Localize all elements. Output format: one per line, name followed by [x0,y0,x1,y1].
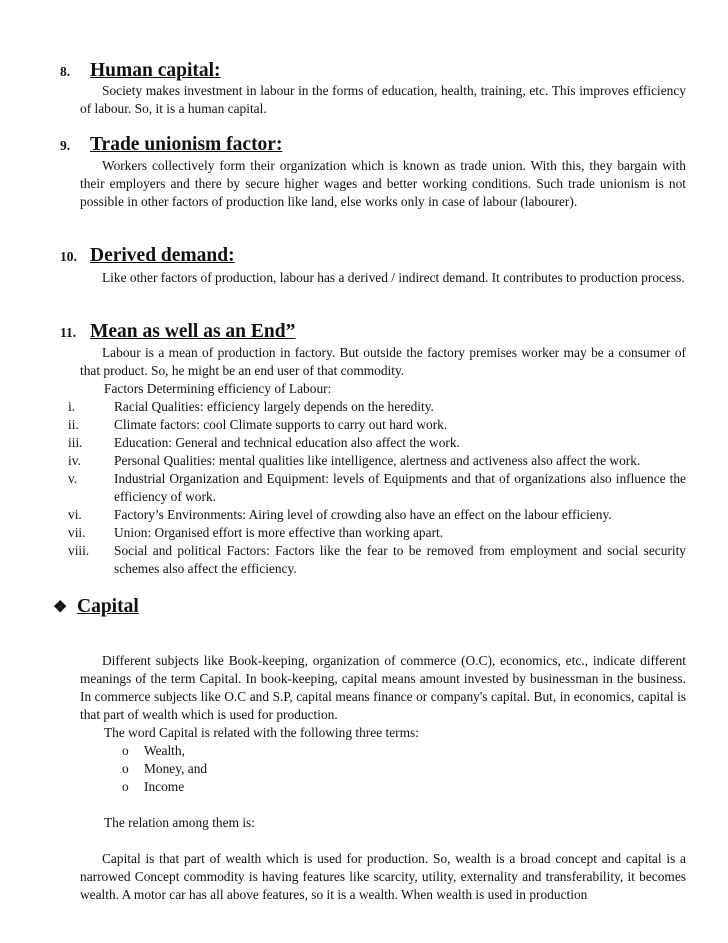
circle-bullet-icon: o [122,779,129,794]
list-item [122,742,185,760]
section-body-trade-unionism: Workers collectively form their organization which is known as trade union. With this, they bargain with their employers and there by secure higher wages and better working conditions. Such trade unionism is not possible in other factors of production like land, else works only in case of labour (labourer). [80,158,686,209]
list-numeral: iii. [68,435,83,450]
capital-paragraph-2: Capital is that part of wealth which is used for production. So, wealth is a broad concept and capital is a narrowed Concept commodity is having features like scarcity, utility, externality and transferability, it becomes wealth. A motor car has all above features, so it is a wealth. When wealth is used in production [80,851,686,902]
list-item [122,760,207,778]
section-heading-derived-demand [60,245,235,267]
section-number: 10. [60,249,77,264]
section-heading-mean-end [60,321,295,343]
section-title: Mean as well as an End” [90,321,296,342]
section-number: 9. [60,138,71,153]
capital-title: Capital [77,596,139,617]
section-heading-trade-unionism [60,134,282,156]
term-text: Money, and [144,761,208,776]
section-title: Human capital: [90,60,221,81]
section-body-human-capital: Society makes investment in labour in the forms of education, health, training, etc. This improves efficiency of labour. So, it is a human capital. [80,83,686,116]
list-text: Union: Organised effort is more effective than working apart. [114,525,444,540]
circle-bullet-icon: o [122,761,129,776]
list-text: Industrial Organization and Equipment: levels of Equipments and that of organizations also influence the efficiency of work. [114,471,686,504]
factors-heading: Factors Determining efficiency of Labour: [104,381,332,396]
list-text: Climate factors: cool Climate supports to carry out hard work. [114,417,448,432]
list-text: Personal Qualities: mental qualities like intelligence, alertness and activeness also affect the work. [114,453,641,468]
list-text: Racial Qualities: efficiency largely depends on the heredity. [114,399,434,414]
capital-paragraph-1: Different subjects like Book-keeping, organization of commerce (O.C), economics, etc., indicate different meanings of the term Capital. In book-keeping, capital means amount invested by businessman in the business. In commerce subjects like O.C and S.P, capital means finance or company's capital. But, in economics, capital is that part of wealth which is used for production. [80,653,686,722]
section-body-mean-end: Labour is a mean of production in factory. But outside the factory premises worker may be a consumer of that product. So, he might be an end user of that commodity. [80,345,686,378]
section-body-derived-demand: Like other factors of production, labour has a derived / indirect demand. It contributes to production process. [102,270,685,285]
section-title: Derived demand: [90,245,235,266]
term-text: Income [144,779,185,794]
list-item [122,778,184,796]
term-text: Wealth, [144,743,185,758]
capital-related-intro: The word Capital is related with the following three terms: [104,725,419,740]
diamond-bullet-icon: ❖ [53,599,68,616]
section-number: 8. [60,64,71,79]
list-numeral: ii. [68,417,79,432]
capital-relation: The relation among them is: [104,815,255,830]
list-numeral: v. [68,471,78,486]
list-numeral: vi. [68,507,82,522]
section-title: Trade unionism factor: [90,134,283,155]
list-text: Education: General and technical education also affect the work. [114,435,460,450]
section-heading-human-capital [60,60,221,82]
list-text: Social and political Factors: Factors like the fear to be removed from employment and social security schemes also affect the efficiency. [114,543,686,576]
list-text: Factory’s Environments: Airing level of crowding also have an effect on the labour efficieny. [114,507,612,522]
list-numeral: iv. [68,453,81,468]
list-numeral: vii. [68,525,86,540]
circle-bullet-icon: o [122,743,129,758]
section-number: 11. [60,325,77,340]
list-numeral: i. [68,399,76,414]
capital-heading [53,596,139,618]
list-numeral: viii. [68,543,90,558]
